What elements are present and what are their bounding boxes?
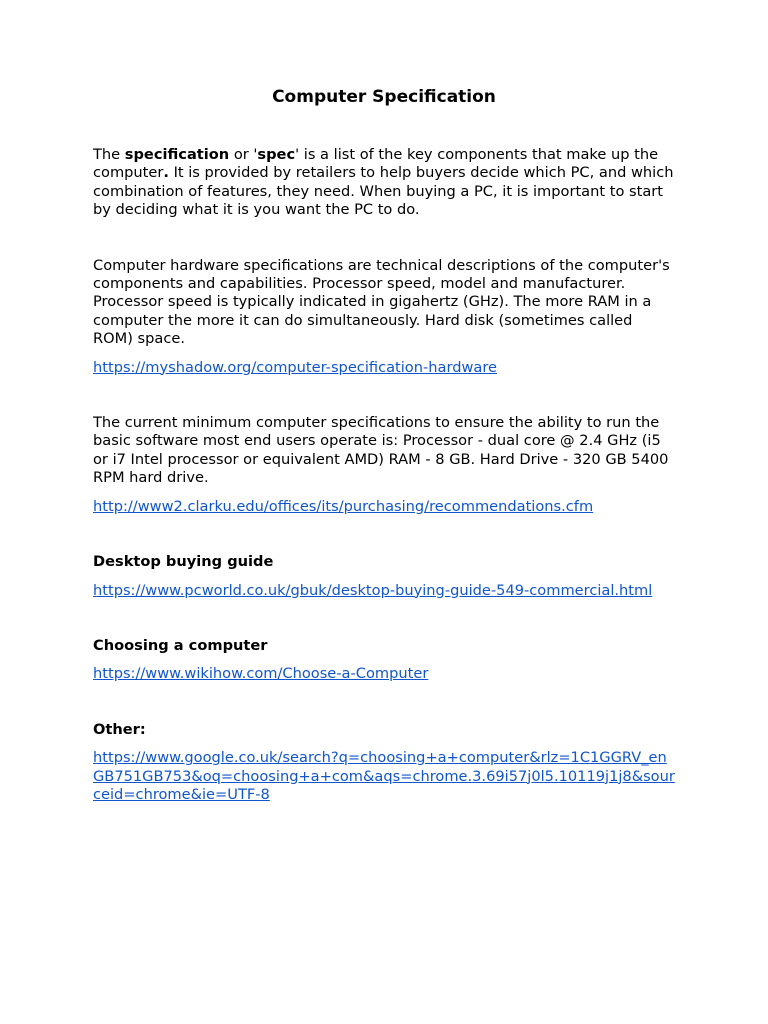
google-search-link[interactable]: https://www.google.co.uk/search?q=choosing+a+computer&rlz=1C1GGRV_enGB751GB753&oq=choosing+a+com&aqs=chrome.3.69i57j0l5.10119j1j8&sourceid=chrome&ie=UTF-8 <box>93 749 675 803</box>
intro-paragraph: The specification or 'spec' is a list of the key components that make up the computer. It is provided by retailers to help buyers decide which PC, and which combination of features, they need. When buying a PC, it is important to start by deciding what it is you want the PC to do. <box>93 146 674 219</box>
other-heading: Other: <box>93 720 146 738</box>
desktop-link-line <box>93 582 675 600</box>
choosing-computer-link[interactable]: https://www.wikihow.com/Choose-a-Computer <box>93 665 429 683</box>
desktop-buying-guide-link[interactable]: https://www.pcworld.co.uk/gbuk/desktop-buying-guide-549-commercial.html <box>93 581 653 599</box>
document-title: Computer Specification <box>272 87 496 107</box>
desktop-buying-guide-heading: Desktop buying guide <box>93 553 274 571</box>
minimum-link-line <box>93 498 675 516</box>
choosing-computer-heading: Choosing a computer <box>93 636 268 654</box>
specification-term: specification <box>124 146 230 163</box>
hardware-link[interactable]: https://myshadow.org/computer-specification-hardware <box>93 358 497 376</box>
minimum-specs-link[interactable]: http://www2.clarku.edu/offices/its/purchasing/recommendations.cfm <box>93 497 594 515</box>
hardware-paragraph: Computer hardware specifications are technical descriptions of the computer's components and capabilities. Processor speed, model and manufacturer. Processor speed is typically indicated in gigahertz (GHz). The more RAM in a computer the more it can do simultaneously. Hard disk (sometimes called ROM) space. <box>93 256 670 348</box>
choosing-link-line <box>93 665 675 683</box>
spec-term: spec <box>257 146 296 163</box>
other-link-line <box>93 749 675 804</box>
minimum-specs-paragraph: The current minimum computer specifications to ensure the ability to run the basic software most end users operate is: Processor - dual core @ 2.4 GHz (i5 or i7 Intel processor or equivalent AMD) RAM - 8 GB. Hard Drive - 320 GB 5400 RPM hard drive. <box>93 414 669 487</box>
hardware-link-line <box>93 359 675 377</box>
